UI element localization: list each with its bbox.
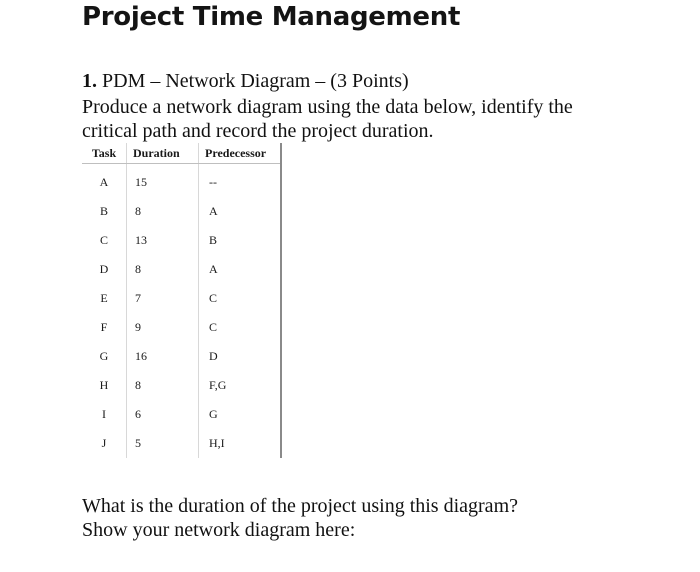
header-predecessor: Predecessor	[199, 143, 281, 164]
task-cell: G	[82, 342, 127, 371]
instructions-line-2: critical path and record the project duration.	[82, 120, 434, 142]
table-row	[82, 164, 281, 198]
table-header-row	[82, 143, 281, 164]
duration-cell: 5	[127, 429, 199, 458]
task-cell: I	[82, 400, 127, 429]
task-cell: H	[82, 371, 127, 400]
duration-cell: 8	[127, 255, 199, 284]
task-cell: A	[82, 164, 127, 198]
table-row	[82, 226, 281, 255]
table-row	[82, 255, 281, 284]
task-cell: B	[82, 197, 127, 226]
predecessor-cell: --	[199, 164, 281, 198]
question-heading-text: PDM – Network Diagram – (3 Points)	[102, 70, 409, 92]
instructions-line-1: Produce a network diagram using the data below, identify the	[82, 96, 573, 118]
header-task: Task	[82, 143, 127, 164]
predecessor-cell: G	[199, 400, 281, 429]
footer-question	[82, 494, 518, 542]
task-table	[82, 143, 282, 458]
footer-line-1: What is the duration of the project using this diagram?	[82, 495, 518, 517]
header-duration: Duration	[127, 143, 199, 164]
question-heading	[82, 70, 409, 93]
table-row	[82, 371, 281, 400]
predecessor-cell: F,G	[199, 371, 281, 400]
predecessor-cell: C	[199, 313, 281, 342]
footer-line-2: Show your network diagram here:	[82, 519, 356, 541]
task-cell: F	[82, 313, 127, 342]
table-row	[82, 313, 281, 342]
duration-cell: 7	[127, 284, 199, 313]
predecessor-cell: B	[199, 226, 281, 255]
question-instructions	[82, 95, 622, 143]
duration-cell: 8	[127, 197, 199, 226]
question-number: 1.	[82, 70, 97, 92]
task-cell: E	[82, 284, 127, 313]
duration-cell: 8	[127, 371, 199, 400]
duration-cell: 13	[127, 226, 199, 255]
duration-cell: 6	[127, 400, 199, 429]
task-cell: D	[82, 255, 127, 284]
task-cell: C	[82, 226, 127, 255]
duration-cell: 16	[127, 342, 199, 371]
predecessor-cell: H,I	[199, 429, 281, 458]
predecessor-cell: D	[199, 342, 281, 371]
page-title: Project Time Management	[82, 2, 461, 32]
table-row	[82, 400, 281, 429]
predecessor-cell: A	[199, 197, 281, 226]
task-cell: J	[82, 429, 127, 458]
duration-cell: 15	[127, 164, 199, 198]
table-row	[82, 197, 281, 226]
table-row	[82, 342, 281, 371]
duration-cell: 9	[127, 313, 199, 342]
predecessor-cell: A	[199, 255, 281, 284]
table-row	[82, 429, 281, 458]
predecessor-cell: C	[199, 284, 281, 313]
table-row	[82, 284, 281, 313]
